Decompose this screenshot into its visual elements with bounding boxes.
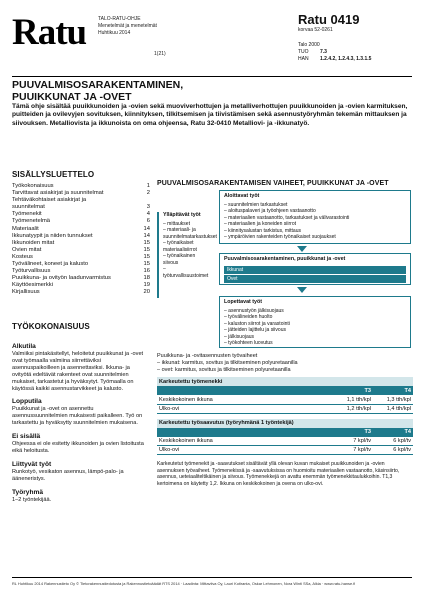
toc-label: Tehtäväkohtaiset asiakirjat ja — [12, 197, 87, 204]
work-heading: TYÖKOKONAISUUS — [12, 322, 90, 331]
phases-summary — [157, 353, 413, 373]
toc-label: Kirjallisuus — [12, 289, 40, 296]
starting-item: – ympäröivien rakenteiden työnaikaiset suojaukset — [224, 234, 336, 240]
table-caption: Karkeutettu työsaavutus (työryhmänä 1 työntekijä) — [157, 419, 413, 428]
toc-item[interactable] — [12, 268, 150, 275]
toc-label: suunnitelmat — [12, 204, 45, 211]
title-rule — [12, 76, 412, 77]
toc-item[interactable] — [12, 218, 150, 225]
starting-tasks-box — [219, 190, 411, 244]
replaces-note: korvaa 52-0261 — [298, 27, 333, 33]
column-header: T3 — [333, 386, 373, 395]
starting-item: – materiaalien ja koneiden siirrot — [224, 221, 296, 227]
toc-item[interactable] — [12, 190, 150, 197]
toc-page: 15 — [143, 261, 150, 268]
header-ratu-info — [298, 12, 413, 63]
row-label: Ulko-ovi — [157, 404, 333, 413]
diagram-heading: PUUVALMISOSARAKENTAMISEN VAIHEET, PUUIKKUNAT JA -OVET — [157, 180, 389, 187]
toc-item[interactable] — [12, 233, 150, 240]
maintenance-tasks-box — [157, 212, 217, 298]
toc-item[interactable] — [12, 282, 150, 289]
toc-label: Materiaalit — [12, 225, 39, 232]
toc-page: 15 — [143, 239, 150, 246]
meta-value: 7.3 — [320, 49, 327, 55]
title-line: PUUIKKUNAT JA -OVET — [12, 90, 132, 103]
down-arrow-icon — [297, 246, 307, 252]
row-label: Keskikokoinen ikkuna — [157, 395, 333, 404]
starting-item: – kiinnitysalustan tarkistus, mittaus — [224, 227, 301, 234]
starting-item: – suunnitelmien tarkastukset — [224, 201, 288, 208]
cell: 6 kpl/tv — [373, 446, 413, 455]
column-header: T4 — [373, 428, 413, 437]
toc-heading: SISÄLLYSLUETTELO — [12, 170, 95, 179]
phase-heading: Puuvalmisosarakentaminen, puuikkunat ja -ovet — [224, 256, 346, 262]
toc-item[interactable] — [12, 211, 150, 218]
table-header-row — [157, 428, 413, 437]
toc-page: 16 — [143, 268, 150, 275]
page-footer: RL Huhtikuu 2014 Rakennustieto Oy © Tietorakennustiedotusta ja Rakennustietoäädät RTS 2014 · Laadinta: Mittaviiva Oy, Lauri Kotiranta, Oskar Lehmonen, Nora Winti SSa, Alkia · www.ratu-hanse.fi — [12, 581, 356, 586]
toc-label: Ovien mitat — [12, 246, 42, 253]
finishing-item: – kaluston siirrot ja varastointi — [224, 320, 290, 327]
table-row — [157, 437, 413, 446]
header-doc-info — [98, 16, 157, 37]
toc-item[interactable] — [12, 226, 150, 233]
cell: 7 kpl/tv — [333, 446, 373, 455]
toc-label: Ikkunatyypit ja niiden tunnukset — [12, 232, 93, 239]
finishing-item: – työvälineiden huolto — [224, 314, 273, 320]
doc-date: Huhtikuu 2014 — [98, 30, 131, 36]
lopputila-text: Puuikkunat ja -ovet on asennettu asennussuunnitelmien mukaisesti paikalleen. Työ on tarkastettu ja hyväksytty suunnitelmien mukaisena. — [12, 406, 143, 427]
toc-item[interactable] — [12, 183, 150, 190]
toc-item[interactable] — [12, 289, 150, 296]
meta-row — [298, 49, 413, 56]
ratu-number: Ratu 0419 — [298, 12, 360, 27]
table-caption-row — [157, 419, 413, 428]
toc-item[interactable] — [12, 204, 150, 211]
footer-rule — [12, 577, 412, 578]
table-caption-row — [157, 377, 413, 386]
table-row — [157, 404, 413, 413]
cell: 7 kpl/tv — [333, 437, 373, 446]
toc-page: 15 — [143, 253, 150, 260]
column-header: T3 — [333, 428, 373, 437]
toc-page: 14 — [143, 232, 150, 239]
toc-label: Tarvittavat asiakirjat ja suunnitelmat — [12, 190, 104, 197]
toc-item[interactable] — [12, 240, 150, 247]
toc-item[interactable] — [12, 254, 150, 261]
page-title — [12, 80, 412, 103]
title-line: PUUVALMISOSARAKENTAMINEN, — [12, 79, 184, 91]
cell: 1,1 tth/kpl — [333, 395, 373, 404]
consumption-table — [157, 377, 413, 414]
meta-row — [298, 56, 413, 63]
meta-key: TUO — [298, 49, 309, 55]
cell: 6 kpl/tv — [373, 437, 413, 446]
toc-page — [140, 197, 150, 204]
maintenance-item: – työnaikainen siivous — [163, 253, 196, 266]
toc-label: Puuikkuna- ja ovityön laadunvarmistus — [12, 275, 111, 282]
team-heading: Työryhmä — [12, 488, 44, 496]
output-table — [157, 419, 413, 456]
table-row — [157, 446, 413, 455]
table-of-contents — [12, 183, 150, 297]
toc-page: 4 — [146, 211, 150, 218]
table-caption: Karkeutettu työmenekki — [157, 377, 413, 386]
maintenance-item: – mittaukset — [163, 220, 190, 227]
maintenance-item: – materiaali- ja suunnitelmatarkastukset — [163, 227, 217, 240]
table-header-row — [157, 386, 413, 395]
row-label: Keskikokoinen ikkuna — [157, 437, 333, 446]
cell: 1,4 tth/kpl — [373, 404, 413, 413]
phases-summary-line: – ovet: karmitus, sovitus ja tilkitseminen polyuretaanilla — [157, 366, 291, 373]
ratu-logo: Ratu — [12, 12, 87, 53]
doc-type: TALO-RATU-OHJE — [98, 16, 141, 22]
cell: 1,2 tth/kpl — [333, 404, 373, 413]
meta-value: 1.2.4.2, 1.2.4.3, 1.3.1.5 — [320, 56, 372, 62]
toc-label: Työmenetelmä — [12, 218, 51, 225]
toc-item[interactable] — [12, 261, 150, 268]
meta-key: HAN — [298, 56, 309, 62]
finishing-item: – työkohteen luovutus — [224, 340, 273, 346]
table-row — [157, 395, 413, 404]
starting-item: – materiaalien vastaanotto, tarkastukset ja välivarastointi — [224, 214, 350, 221]
toc-item[interactable] — [12, 247, 150, 254]
toc-item[interactable] — [12, 275, 150, 282]
phase-box — [219, 253, 411, 285]
toc-label: Työturvallisuus — [12, 268, 51, 275]
toc-label: Ikkunoiden mitat — [12, 239, 55, 246]
intro-paragraph: Tämä ohje sisältää puuikkunoiden ja -ovien sekä muoviverhottujen ja metalliverhottujen puuikkunoiden ja -ovien karmituksen, puitteiden ja ovilevyjen sovituksen, kiinnityksen, tilkitsemisen ja tiivistämisen sekä asennustyöryhmän tekemän mittauksen ja siivouksen. Metalliovista ja ikkunoista on oma ohjeensa, Ratu 32-0410 Metalliovi- ja -ikkunatyö. — [12, 103, 408, 127]
alkutila-text: Valmiiksi pintakäsitellyt, heloitetut puuikkunat ja -ovet ovat työmaalla valmiina siirrettäviksi asennuspaikoilleen ja asennettaviksi. Ikkuna- ja ovityötä edeltävät rakenteet ovat suunnitelmien mukaiset, tarkastetut ja hyväksytyt. Työmaalla on käytössä kaikki asennustarvikkeet ja kalusto. — [12, 351, 144, 392]
toc-page: 20 — [143, 289, 150, 296]
phases-diagram — [157, 190, 413, 350]
maintenance-item: – työturvallisuustoimet — [163, 266, 209, 279]
toc-label: Työvälineet, koneet ja kalusto — [12, 261, 89, 268]
finishing-tasks-box — [219, 296, 411, 348]
toc-page: 15 — [143, 246, 150, 253]
page-number: 1(21) — [154, 51, 166, 57]
row-label: Ulko-ovi — [157, 446, 333, 455]
consumption-note: Karkeutetut työmenekit ja -saavutukset sisältävät yllä olevan kuvan mukaiset puuikkunoiden ja -ovien asennuksen työvaiheet. Työmenekissä ja -saavutuksissa on huomioitu materiaalien vastaanotto, käsinsiirto, asennus, ueteiaaliteltikäinen ja siivous. Työmenekkejä on avattu enemmän työmenekkitaulukkoihin. T1,3 kertoimena on käytetty 1,2. Ikkuna on keskikokoinen ja ovena on ulko-ovi. — [157, 461, 400, 487]
column-header: T4 — [373, 386, 413, 395]
finishing-item: – jätteiden lajittelu ja siivous — [224, 327, 286, 333]
work-description — [12, 337, 150, 504]
toc-label: Työmenekit — [12, 211, 42, 218]
toc-page: 18 — [143, 275, 150, 282]
starting-heading: Aloittavat työt — [224, 193, 260, 199]
toc-page: 2 — [146, 190, 150, 197]
finishing-item: – asennustyön jälkisuojaus — [224, 307, 284, 314]
related-heading: Liittyvät työt — [12, 460, 52, 468]
toc-label: Kosteus — [12, 253, 33, 260]
toc-page: 6 — [146, 218, 150, 225]
toc-page: 19 — [143, 282, 150, 289]
cell: 1,3 tth/kpl — [373, 395, 413, 404]
lopputila-heading: Lopputila — [12, 398, 42, 406]
toc-page: 1 — [146, 183, 150, 189]
down-arrow-icon — [297, 287, 307, 293]
phases-summary-line: Puuikkuna- ja -ovitasennusten työvaiheet — [157, 353, 258, 359]
team-text: 1–2 työntekijää. — [12, 496, 52, 503]
related-text: Runkotyö, vesikaton asennus, lämpö-palo- ja ääneneristys. — [12, 468, 124, 482]
maintenance-item: – työnaikaiset materiaalisiirrot — [163, 240, 197, 253]
toc-label: Käyttöesimerkki — [12, 282, 53, 289]
excludes-heading: Ei sisällä — [12, 433, 41, 441]
finishing-heading: Lopettavat työt — [224, 299, 262, 305]
toc-page: 14 — [143, 225, 150, 232]
meta-key: Talo 2000 — [298, 42, 320, 48]
toc-page: 3 — [146, 204, 150, 211]
phase-windows: Ikkunat — [224, 266, 406, 274]
excludes-text: Ohjeessa ei ole esitetty ikkunoiden ja ovien listoitusta eikä heloitusta. — [12, 441, 144, 455]
phase-doors: Ovet — [224, 275, 406, 283]
classification-table — [298, 42, 413, 63]
maintenance-heading: Ylläpitävät työt — [163, 212, 201, 218]
doc-category: Menetelmät ja menetelmät — [98, 23, 157, 29]
phases-summary-line: – ikkunat: karmitus, sovitus ja tilkitseminen polyuretaanilla — [157, 359, 298, 366]
meta-row — [298, 42, 413, 49]
toc-item[interactable] — [12, 197, 150, 204]
finishing-item: – jälkisuojaus — [224, 333, 255, 340]
alkutila-heading: Alkutila — [12, 343, 36, 350]
phases-section — [157, 180, 413, 487]
starting-item: – aloituspalaveri ja työohjeen vastaanotto — [224, 208, 316, 214]
toc-label: Työkokonaisuus — [12, 183, 54, 189]
